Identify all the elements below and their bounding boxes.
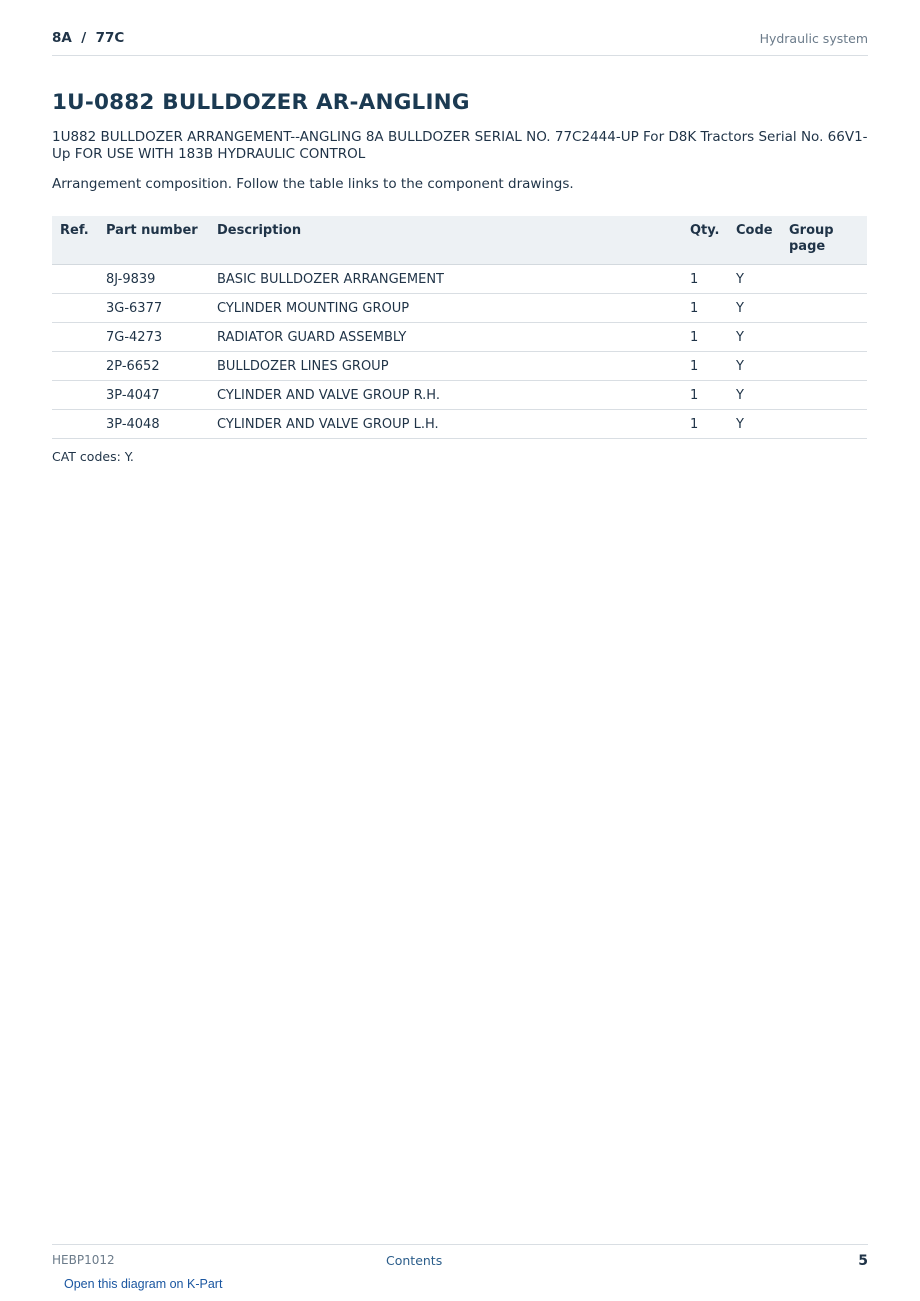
cell-ref [52, 352, 98, 381]
cell-part-number[interactable]: 3G-6377 [98, 294, 209, 323]
document-id: HEBP1012 [52, 1253, 115, 1267]
cell-qty: 1 [682, 323, 728, 352]
page-header [52, 28, 868, 56]
header-code: Code [728, 216, 781, 265]
cell-qty: 1 [682, 352, 728, 381]
header-qty: Qty. [682, 216, 728, 265]
cell-description: CYLINDER MOUNTING GROUP [209, 294, 682, 323]
cell-description: BASIC BULLDOZER ARRANGEMENT [209, 265, 682, 294]
table-header-row [52, 216, 867, 265]
cell-part-number[interactable]: 2P-6652 [98, 352, 209, 381]
table-body [52, 265, 867, 439]
cell-code: Y [728, 381, 781, 410]
cell-group-page [781, 352, 867, 381]
table-row[interactable] [52, 323, 867, 352]
cat-codes-note: CAT codes: Y. [52, 449, 134, 464]
cell-code: Y [728, 265, 781, 294]
cell-ref [52, 323, 98, 352]
cell-code: Y [728, 410, 781, 439]
cell-qty: 1 [682, 381, 728, 410]
intro-text: Arrangement composition. Follow the table links to the component drawings. [52, 176, 574, 192]
table-row[interactable] [52, 265, 867, 294]
header-part-number: Part number [98, 216, 209, 265]
page-number: 5 [858, 1253, 868, 1269]
arrangement-subtitle: 1U882 BULLDOZER ARRANGEMENT--ANGLING 8A BULLDOZER SERIAL NO. 77C2444-UP For D8K Tractors Serial No. 66V1-Up FOR USE WITH 183B HYDRAULIC CONTROL [52, 129, 868, 162]
breadcrumb: 8A / 77C [52, 30, 125, 46]
table-row[interactable] [52, 410, 867, 439]
contents-link[interactable]: Contents [386, 1253, 443, 1268]
table-row[interactable] [52, 352, 867, 381]
table-header [52, 216, 867, 265]
page-title: 1U-0882 BULLDOZER AR-ANGLING [52, 90, 470, 115]
cell-ref [52, 381, 98, 410]
cell-code: Y [728, 323, 781, 352]
page-footer [52, 1244, 868, 1301]
parts-table [52, 216, 867, 439]
header-ref: Ref. [52, 216, 98, 265]
cell-ref [52, 294, 98, 323]
cell-group-page [781, 323, 867, 352]
table-row[interactable] [52, 294, 867, 323]
cell-qty: 1 [682, 265, 728, 294]
cell-description: RADIATOR GUARD ASSEMBLY [209, 323, 682, 352]
table-row[interactable] [52, 381, 867, 410]
open-kpart-link[interactable]: Open this diagram on K-Part [64, 1277, 223, 1291]
cell-group-page [781, 294, 867, 323]
cell-qty: 1 [682, 410, 728, 439]
cell-group-page [781, 410, 867, 439]
cell-description: BULLDOZER LINES GROUP [209, 352, 682, 381]
cell-description: CYLINDER AND VALVE GROUP L.H. [209, 410, 682, 439]
cell-part-number[interactable]: 8J-9839 [98, 265, 209, 294]
cell-code: Y [728, 294, 781, 323]
header-group-page: Group page [781, 216, 867, 265]
cell-part-number[interactable]: 7G-4273 [98, 323, 209, 352]
cell-group-page [781, 381, 867, 410]
cell-description: CYLINDER AND VALVE GROUP R.H. [209, 381, 682, 410]
cell-ref [52, 410, 98, 439]
cell-qty: 1 [682, 294, 728, 323]
cell-part-number[interactable]: 3P-4048 [98, 410, 209, 439]
section-name: Hydraulic system [759, 31, 868, 46]
cell-part-number[interactable]: 3P-4047 [98, 381, 209, 410]
cell-code: Y [728, 352, 781, 381]
cell-group-page [781, 265, 867, 294]
header-description: Description [209, 216, 682, 265]
cell-ref [52, 265, 98, 294]
